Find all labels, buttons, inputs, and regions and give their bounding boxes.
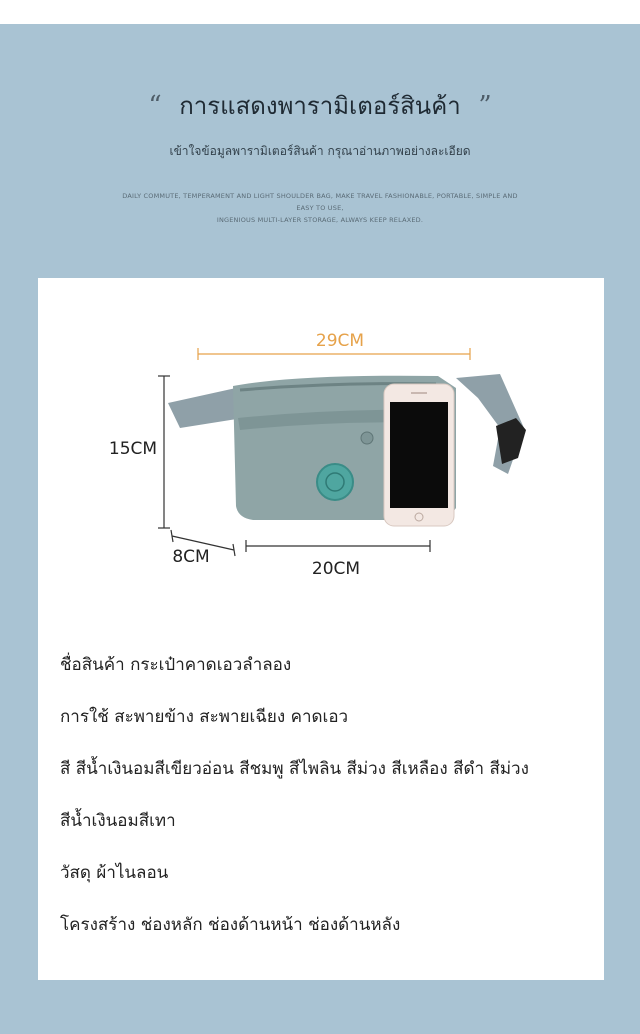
info-structure: โครงสร้าง ช่องหลัก ช่องด้านหน้า ช่องด้านหลัง bbox=[60, 915, 401, 935]
info-usage: การใช้ สะพายข้าง สะพายเฉียง คาดเอว bbox=[60, 707, 349, 727]
english-description bbox=[120, 190, 520, 226]
depth-label: 8CM bbox=[172, 547, 210, 567]
product-card bbox=[38, 278, 604, 980]
english-line-1: DAILY COMMUTE, TEMPERAMENT AND LIGHT SHOULDER BAG, MAKE TRAVEL FASHIONABLE, PORTABLE, SIMPLE AND EASY TO USE, bbox=[122, 192, 518, 212]
bag-logo-badge bbox=[317, 464, 353, 500]
page-title bbox=[0, 86, 640, 125]
info-colors-continued: สีน้ำเงินอมสีเทา bbox=[60, 811, 176, 831]
info-name: ชื่อสินค้า กระเป๋าคาดเอวลำลอง bbox=[60, 655, 292, 675]
height-label: 15CM bbox=[108, 439, 158, 459]
info-material: วัสดุ ผ้าไนลอน bbox=[60, 863, 169, 883]
bag-zip-pull bbox=[361, 432, 373, 444]
phone-screen bbox=[390, 402, 448, 508]
width-top-label: 29CM bbox=[315, 331, 365, 351]
strap-left bbox=[168, 388, 243, 428]
quote-open: “ bbox=[148, 91, 162, 121]
width-bottom-label: 20CM bbox=[311, 559, 361, 579]
quote-close: ” bbox=[478, 91, 492, 121]
bag-dimension-diagram bbox=[38, 278, 604, 608]
info-colors: สี สีน้ำเงินอมสีเขียวอ่อน สีชมพู สีไพลิน สีม่วง สีเหลือง สีดำ สีม่วง bbox=[60, 759, 529, 779]
page-subtitle: เข้าใจข้อมูลพารามิเตอร์สินค้า กรุณาอ่านภาพอย่างละเอียด bbox=[169, 144, 471, 158]
english-line-2: INGENIOUS MULTI-LAYER STORAGE, ALWAYS KEEP RELAXED. bbox=[216, 216, 424, 224]
title-text: การแสดงพารามิเตอร์สินค้า bbox=[179, 92, 461, 120]
product-info-list bbox=[60, 648, 580, 960]
